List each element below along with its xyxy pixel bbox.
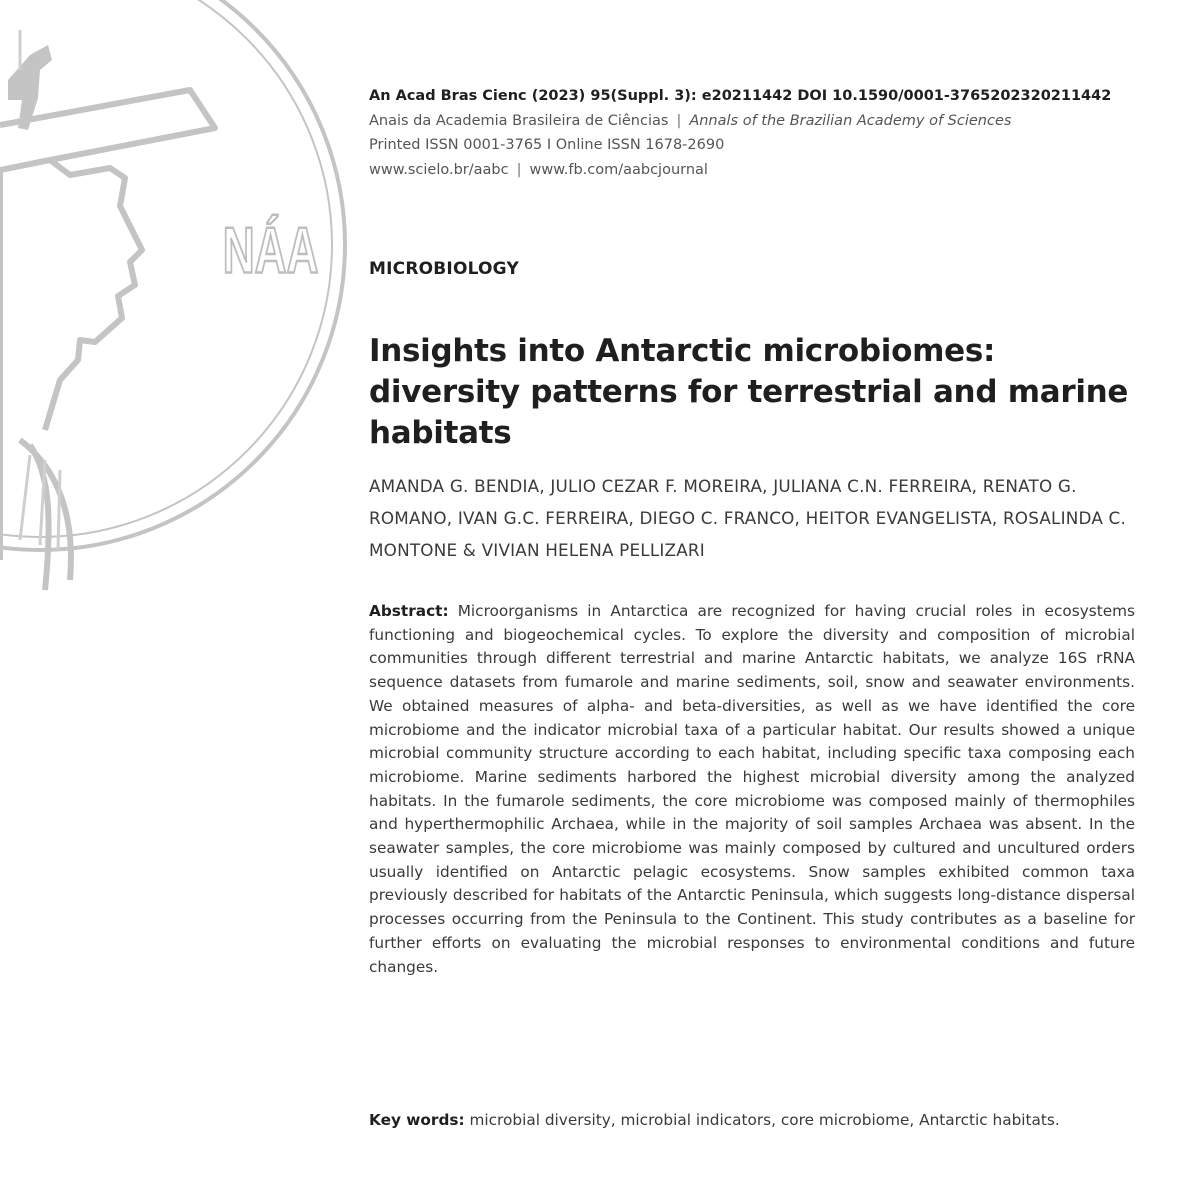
facebook-link[interactable]: www.fb.com/aabcjournal <box>529 161 708 178</box>
keywords-label: Key words: <box>369 1111 465 1129</box>
separator: | <box>516 161 522 178</box>
abstract-label: Abstract: <box>369 602 449 620</box>
abstract <box>369 600 1135 979</box>
paper-title: Insights into Antarctic microbiomes: diversity patterns for terrestrial and marine habitats <box>369 333 1129 451</box>
scielo-link[interactable]: www.scielo.br/aabc <box>369 161 509 178</box>
links-line <box>369 158 1149 183</box>
seal-monogram: NÁA <box>222 214 319 287</box>
journal-name-en: Annals of the Brazilian Academy of Sciences <box>689 112 1012 129</box>
citation-line: An Acad Bras Cienc (2023) 95(Suppl. 3): e20211442 DOI 10.1590/0001-3765202320211442 <box>369 88 1112 104</box>
keywords-text: microbial diversity, microbial indicators, core microbiome, Antarctic habitats. <box>469 1111 1060 1129</box>
abstract-text: Microorganisms in Antarctica are recognized for having crucial roles in ecosystems functioning and biogeochemical cycles. To explore the diversity and composition of microbial communities through different terrestrial and marine Antarctic habitats, we analyze 16S rRNA sequence datasets from fumarole and marine sediments, soil, snow and seawater environments. We obtained measures of alpha- and beta-diversities, as well as we have identified the core microbiome and the indicator microbial taxa of a particular habitat. Our results showed a unique microbial community structure according to each habitat, including specific taxa composing each microbiome. Marine sediments harbored the highest microbial diversity among the analyzed habitats. In the fumarole sediments, the core microbiome was composed mainly of thermophiles and hyperthermophilic Archaea, while in the majority of soil samples Archaea was absent. In the seawater samples, the core microbiome was mainly composed by cultured and uncultured orders usually identified on Antarctic pelagic ecosystems. Snow samples exhibited common taxa previously described for habitats of the Antarctic Peninsula, which suggests long-distance dispersal processes occurring from the Peninsula to the Continent. This study contributes as a baseline for further efforts on evaluating the microbial responses to environmental conditions and future changes. <box>369 602 1135 976</box>
issn-line: Printed ISSN 0001-3765 I Online ISSN 1678-2690 <box>369 137 725 153</box>
journal-header <box>369 84 1149 182</box>
keywords <box>369 1109 1135 1133</box>
author-list: AMANDA G. BENDIA, JULIO CEZAR F. MOREIRA, JULIANA C.N. FERREIRA, RENATO G. ROMANO, IVAN G.C. FERREIRA, DIEGO C. FRANCO, HEITOR EVANGELISTA, ROSALINDA C. MONTONE & VIVIAN HELENA PELLIZARI <box>369 476 1127 560</box>
separator: | <box>676 112 682 129</box>
section-label: MICROBIOLOGY <box>369 259 519 279</box>
academy-seal-emblem <box>0 0 360 600</box>
journal-name-line <box>369 109 1149 134</box>
journal-name-pt: Anais da Academia Brasileira de Ciências <box>369 112 669 129</box>
